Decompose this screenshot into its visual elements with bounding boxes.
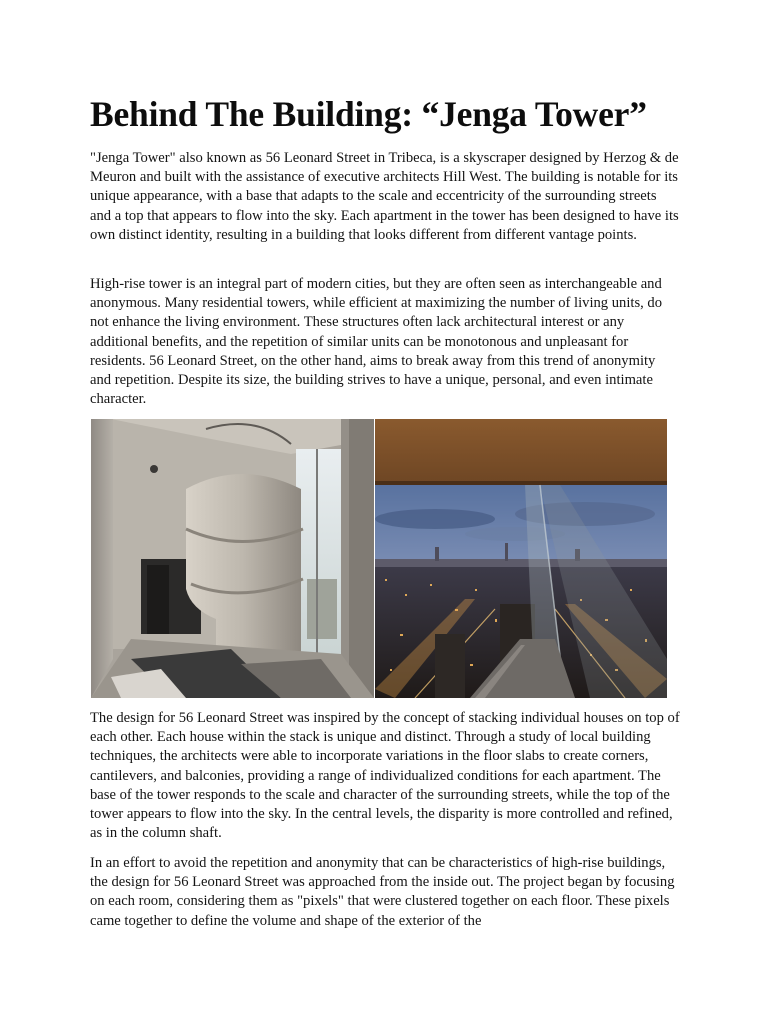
interior-spiral-staircase-photo bbox=[91, 419, 374, 698]
paragraph-stacking-houses: The design for 56 Leonard Street was inspired by the concept of stacking individual houses on top of each other. Each house within the stack is unique and distinct. Through a study of local building techniques, the architects were able to incorporate variations in the floor slabs to create corners, cantilevers, and balconies, providing a range of individualized conditions for each apartment. The base of the tower responds to the scale and character of the surrounding streets, while the top of the tower appears to flow into the sky. In the central levels, the disparity is more controlled and refined, as in the column shaft. bbox=[90, 710, 680, 842]
paragraph-high-rise: High-rise tower is an integral part of modern cities, but they are often seen as interchangeable and anonymous. Many residential towers, while efficient at maximizing the number of living units, do not enhance the living environment. These structures often lack architectural interest or any additional benefits, and the repetition of similar units can be monotonous and unpleasant for residents. 56 Leonard Street, on the other hand, aims to break away from this trend of anonymity and repetition. Despite its size, the building strives to have a unique, personal, and even intimate character. bbox=[90, 276, 663, 408]
city-skyline-view-photo bbox=[375, 419, 667, 698]
article-title: Behind The Building: “Jenga Tower” bbox=[90, 94, 647, 134]
paragraph-intro: "Jenga Tower" also known as 56 Leonard Street in Tribeca, is a skyscraper designed by Herzog & de Meuron and built with the assistance of executive architects Hill West. The building is notable for its unique appearance, with a base that adapts to the scale and eccentricity of the surrounding streets and a top that appears to flow into the sky. Each apartment in the tower has been designed to have its own distinct identity, resulting in a building that looks different from different vantage points. bbox=[90, 150, 679, 243]
paragraph-inside-out: In an effort to avoid the repetition and anonymity that can be characteristics of high-rise buildings, the design for 56 Leonard Street was approached from the inside out. The project began by focusing on each room, considering them as "pixels" that were clustered together on each floor. These pixels came together to define the volume and shape of the exterior of the bbox=[90, 855, 675, 929]
